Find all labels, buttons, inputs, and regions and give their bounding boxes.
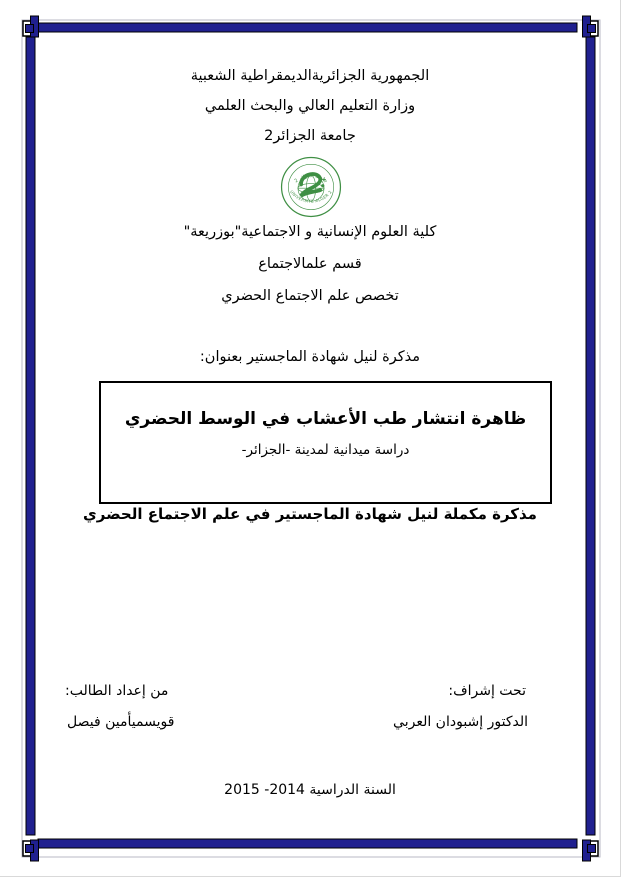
logo-top-text-path — [293, 173, 328, 184]
ministry-line: وزارة التعليم العالي والبحث العلمي — [204, 98, 416, 114]
faculty-line: كلية العلوم الإنسانية و الاجتماعية"بوزريعة" — [183, 224, 437, 240]
republic-line: الجمهورية الجزائريةالديمقراطية الشعبية — [190, 68, 430, 84]
university-logo — [279, 156, 343, 218]
memo-intro-line: مذكرة لنيل شهادة الماجستير بعنوان: — [199, 349, 421, 365]
thesis-subtitle: دراسة ميدانية لمدينة -الجزائر- — [241, 442, 410, 458]
academic-year-line: السنة الدراسية 2014- 2015 — [224, 782, 396, 798]
university-line: جامعة الجزائر2 — [264, 128, 356, 144]
memo-note-line: مذكرة مكملة لنيل شهادة الماجستير في علم الاجتماع الحضري — [83, 505, 537, 523]
specialty-line: تخصص علم الاجتماع الحضري — [221, 288, 399, 304]
thesis-title-box — [99, 381, 552, 504]
student-name: قويسميأمين فيصل — [67, 714, 175, 730]
supervisor-name: الدكتور إشبودان العربي — [393, 714, 528, 730]
student-label: من إعداد الطالب: — [65, 683, 169, 699]
supervisor-label: تحت إشراف: — [448, 683, 526, 699]
logo-top-text: جامعة الجزائر 2 — [293, 173, 329, 185]
logo-bottom-text: UNIVERSITE ALGER 2 — [289, 189, 333, 204]
thesis-title: ظاهرة انتشار طب الأعشاب في الوسط الحضري — [124, 409, 527, 429]
department-line: قسم علمالاجتماع — [258, 256, 362, 272]
